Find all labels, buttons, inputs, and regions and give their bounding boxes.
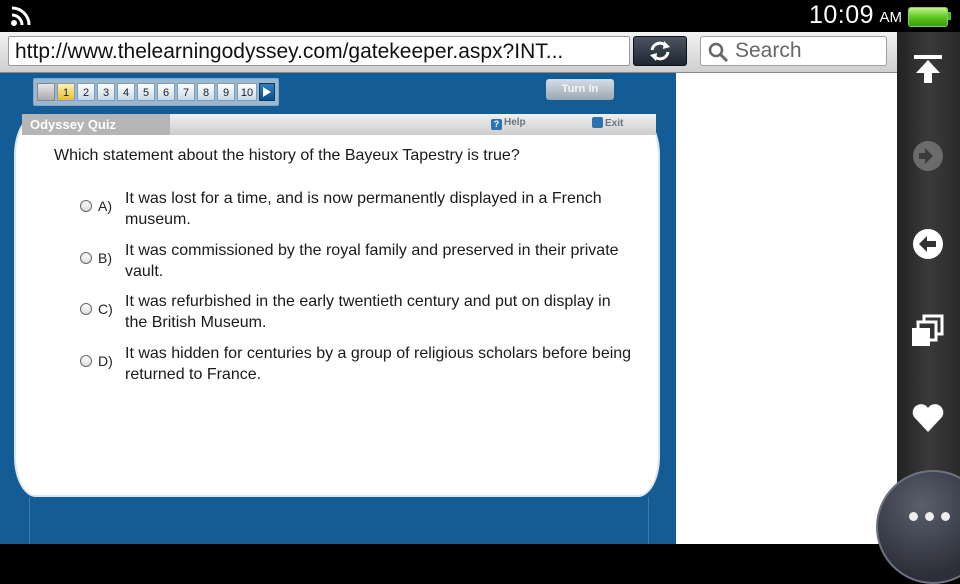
wifi-icon bbox=[10, 5, 36, 27]
option-letter: D) bbox=[98, 353, 113, 369]
answer-option-b[interactable] bbox=[80, 240, 640, 284]
quiz-header bbox=[22, 114, 656, 135]
browser-toolbar bbox=[0, 32, 897, 73]
help-icon: ? bbox=[491, 119, 502, 130]
search-placeholder: Search bbox=[735, 39, 802, 62]
question-number-6[interactable]: 6 bbox=[157, 83, 175, 101]
option-text: It was refurbished in the early twentieth century and put on display in the British Museum. bbox=[125, 293, 611, 331]
question-number-9[interactable]: 9 bbox=[217, 83, 235, 101]
answer-option-d[interactable] bbox=[80, 343, 640, 387]
question-number-8[interactable]: 8 bbox=[197, 83, 215, 101]
more-options-dot bbox=[941, 512, 950, 521]
question-text: Which statement about the history of the Bayeux Tapestry is true? bbox=[54, 147, 520, 164]
search-icon bbox=[707, 41, 729, 63]
windows-button[interactable] bbox=[908, 312, 948, 352]
help-label: Help bbox=[504, 117, 526, 128]
radio-button[interactable] bbox=[80, 200, 92, 212]
question-number-4[interactable]: 4 bbox=[117, 83, 135, 101]
search-input[interactable] bbox=[700, 36, 887, 66]
battery-terminal bbox=[948, 12, 951, 20]
browser-side-panel bbox=[897, 32, 960, 544]
exit-link[interactable] bbox=[592, 117, 623, 129]
windows-icon bbox=[908, 312, 948, 352]
back-button[interactable] bbox=[908, 224, 948, 264]
option-letter: B) bbox=[98, 250, 112, 266]
battery-icon bbox=[908, 7, 948, 27]
forward-button[interactable] bbox=[908, 136, 948, 176]
quiz-title: Odyssey Quiz bbox=[22, 114, 170, 135]
help-link[interactable] bbox=[491, 117, 526, 130]
forward-icon bbox=[908, 136, 948, 176]
answer-option-c[interactable] bbox=[80, 291, 640, 335]
radio-button[interactable] bbox=[80, 303, 92, 315]
next-question-button[interactable] bbox=[259, 83, 275, 101]
previous-question-button[interactable] bbox=[37, 83, 55, 101]
option-letter: A) bbox=[98, 198, 112, 214]
more-options-dot bbox=[925, 512, 934, 521]
web-page bbox=[0, 73, 897, 544]
url-field[interactable]: http://www.thelearningodyssey.com/gatekeeper.aspx?INT... bbox=[8, 36, 630, 66]
quiz-frame bbox=[0, 73, 676, 544]
scroll-to-top-button[interactable] bbox=[908, 50, 948, 90]
radio-button[interactable] bbox=[80, 252, 92, 264]
bookmarks-button[interactable] bbox=[908, 398, 948, 438]
clock-time: 10:09 bbox=[808, 1, 874, 29]
play-arrow-icon bbox=[260, 84, 274, 100]
question-number-2[interactable]: 2 bbox=[77, 83, 95, 101]
refresh-icon bbox=[634, 37, 686, 65]
question-number-1[interactable]: 1 bbox=[57, 83, 75, 101]
status-bar bbox=[0, 0, 960, 32]
exit-icon bbox=[592, 117, 603, 128]
radio-button[interactable] bbox=[80, 355, 92, 367]
option-letter: C) bbox=[98, 301, 113, 317]
clock-ampm: AM bbox=[879, 9, 902, 26]
turn-in-button[interactable]: Turn In bbox=[546, 79, 614, 100]
exit-label: Exit bbox=[605, 118, 624, 129]
answer-option-a[interactable] bbox=[80, 188, 640, 232]
question-number-3[interactable]: 3 bbox=[97, 83, 115, 101]
option-text: It was lost for a time, and is now permanently displayed in a French museum. bbox=[125, 190, 602, 228]
option-text: It was hidden for centuries by a group of religious scholars before being returned to France. bbox=[125, 345, 632, 383]
question-number-5[interactable]: 5 bbox=[137, 83, 155, 101]
back-icon bbox=[908, 224, 948, 264]
quiz-footer-frame bbox=[29, 497, 649, 544]
bookmark-heart-icon bbox=[908, 398, 948, 438]
top-of-page-icon bbox=[908, 50, 948, 90]
more-options-icon bbox=[909, 512, 918, 521]
option-text: It was commissioned by the royal family and preserved in their private vault. bbox=[125, 242, 619, 280]
question-number-10[interactable]: 10 bbox=[237, 83, 257, 101]
refresh-button[interactable] bbox=[633, 36, 687, 66]
question-number-7[interactable]: 7 bbox=[177, 83, 195, 101]
question-navigator bbox=[33, 78, 279, 106]
